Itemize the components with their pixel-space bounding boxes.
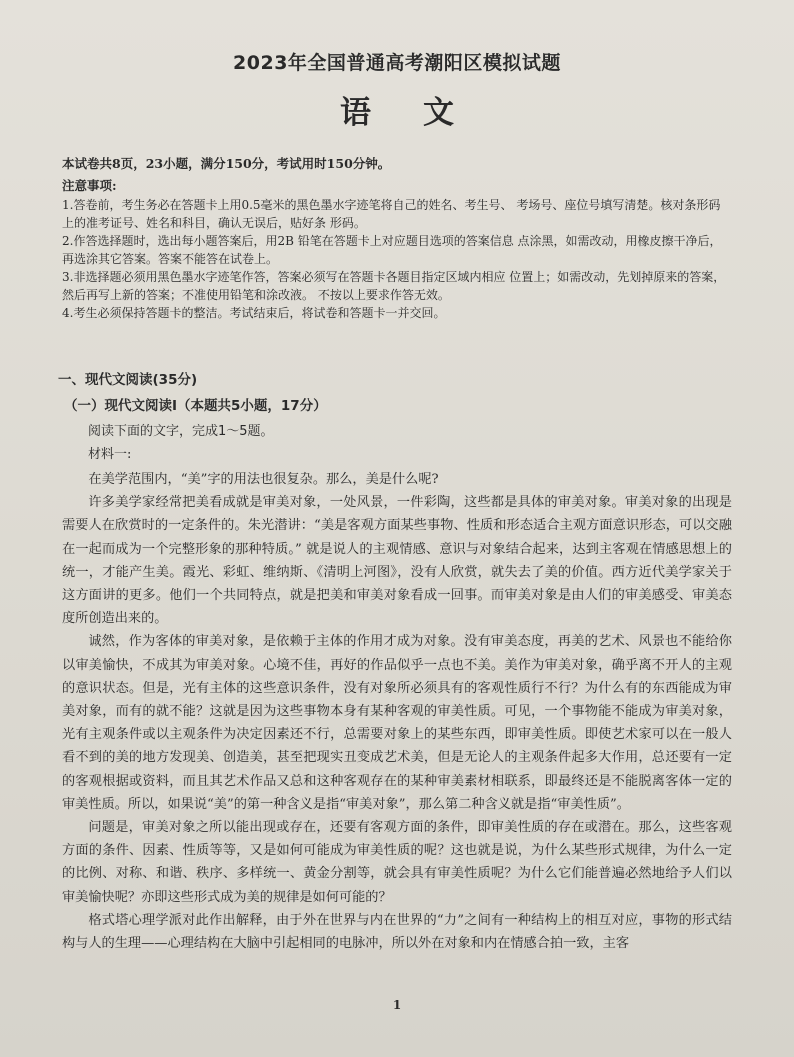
reading-instruction: 阅读下面的文字，完成1～5题。	[88, 424, 274, 439]
paragraph: 在美学范围内，“美”字的用法也很复杂。那么，美是什么呢?	[88, 472, 439, 487]
paragraph: 诚然，作为客体的审美对象，是依赖于主体的作用才成为对象。没有审美态度，再美的艺术、风景也不能给你以审美愉快，不成其为审美对象。心境不佳，再好的作品似乎一点也不美。美作为审美对象，确乎离不开人的主观的意识状态。但是，光有主体的这些意识条件，没有对象所必须具有的客观性质行不行？为什么有的东西能成为审美对象，而有的就不能？这就是因为这些事物本身有某种客观的审美性质。可见，一个事物能不能成为审美对象，光有主观条件或以主观条件为决定因素还不行，总需要对象上的某些东西，即审美性质。即使艺术家可以在一般人看不到的美的地方发现美、创造美，甚至把现实丑变成艺术美，但是无论人的主观条件起多大作用，总还要有一定的客观根据或资料，而且其艺术作品又总和这种客观存在的某种审美素材相联系，即最终还是不能脱离客体一定的审美性质。所以，如果说“美”的第一种含义是指“审美对象”，那么第二种含义就是指“审美性质”。	[62, 634, 732, 812]
page-number: 1	[392, 998, 402, 1012]
section-heading: 一、现代文阅读(35分)	[58, 372, 198, 388]
note-item: 4.考生必须保持答题卡的整洁。考试结束后，将试卷和答题卡一并交回。	[62, 306, 446, 320]
material-label: 材料一:	[88, 447, 132, 462]
paragraph: 格式塔心理学派对此作出解释，由于外在世界与内在世界的“力”之间有一种结构上的相互对应，事物的形式结构与人的生理——心理结构在大脑中引起相同的电脉冲，所以外在对象和内在情感合拍一致，主客	[62, 912, 732, 952]
subject-title: 语文	[340, 95, 506, 131]
note-item: 2.作答选择题时，选出每小题答案后，用2B 铅笔在答题卡上对应题目选项的答案信息 点涂黑，如需改动，用橡皮擦干净后，再选涂其它答案。答案不能答在试卷上。	[62, 234, 722, 266]
paragraph: 许多美学家经常把美看成就是审美对象，一处风景，一件彩陶，这些都是具体的审美对象。审美对象的出现是需要人在欣赏时的一定条件的。朱光潜讲：“美是客观方面某些事物、性质和形态适合主观方面意识形态，可以交融在一起而成为一个完整形象的那种特质。” 就是说人的主观情感、意识与对象结合起来，达到主客观在情感思想上的统一，才能产生美。霞光、彩虹、维纳斯、《清明上河图》，没有人欣赏，就失去了美的价值。西方近代美学家关于这方面讲的更多。他们一个共同特点，就是把美和审美对象看成一回事。而审美对象是由人们的审美感受、审美态度所创造出来的。	[62, 495, 732, 627]
exam-intro: 本试卷共8页，23小题，满分150分，考试用时150分钟。	[62, 156, 391, 171]
exam-title: 2023年全国普通高考潮阳区模拟试题	[233, 52, 561, 74]
note-item: 3.非选择题必须用黑色墨水字迹笔作答，答案必须写在答题卡各题目指定区域内相应 位置上；如需改动，先划掉原来的答案，然后再写上新的答案；不准使用铅笔和涂改液。 不按以上要求作答无效。	[62, 270, 726, 302]
note-item: 1.答卷前，考生务必在答题卡上用0.5毫米的黑色墨水字迹笔将自己的姓名、考生号、 考场号、座位号填写清楚。核对条形码上的准考证号、姓名和科目，确认无误后，贴好条 形码。	[62, 198, 721, 230]
subsection-heading: （一）现代文阅读Ⅰ（本题共5小题，17分）	[64, 398, 327, 414]
paragraph: 问题是，审美对象之所以能出现或存在，还要有客观方面的条件，即审美性质的存在或潜在。那么，这些客观方面的条件、因素、性质等等，又是如何可能成为审美性质的呢？这也就是说，为什么某些形式规律，为什么一定的比例、对称、和谐、秩序、多样统一、黄金分割等，就会具有审美性质呢？为什么它们能普遍必然地给予人们以审美愉快呢？亦即这些形式成为美的规律是如何可能的？	[62, 820, 732, 905]
notes-heading: 注意事项:	[62, 178, 117, 193]
